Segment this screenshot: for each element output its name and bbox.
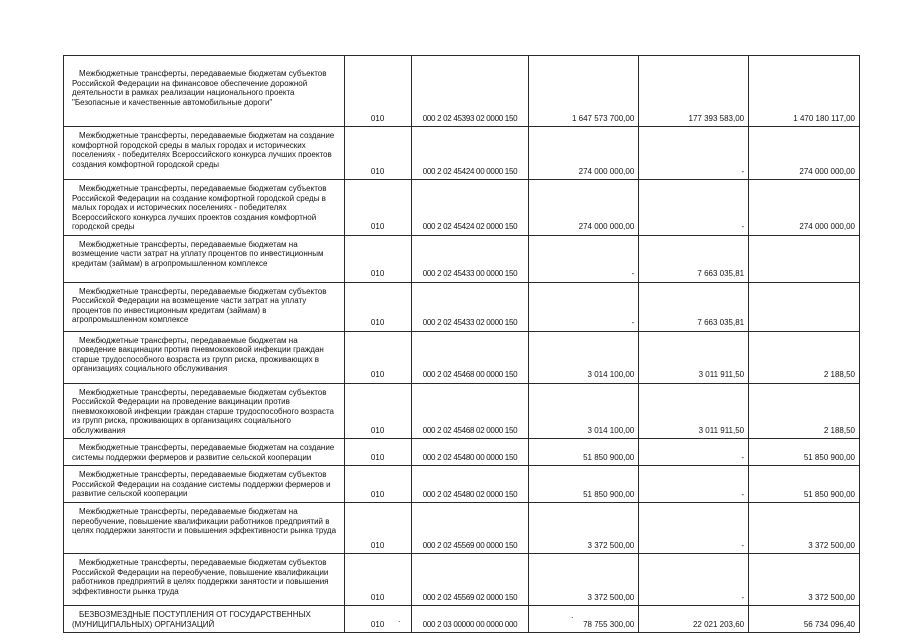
scan-speck-left: .	[398, 614, 401, 624]
row-unexecuted-amount: 51 850 900,00	[803, 489, 855, 499]
row-line-code: 010	[345, 56, 412, 126]
row-line-code: 010	[345, 606, 412, 632]
row-unexecuted-amount: 2 188,50	[823, 425, 855, 435]
table-row	[64, 554, 859, 606]
table-row	[64, 56, 859, 127]
row-classification-code: 000 2 02 45393 02 0000 150	[412, 56, 530, 126]
table-row	[64, 283, 859, 332]
row-description: Межбюджетные трансферты, передаваемые бюджетам на переобучение, повышение квалификации работников предприятий в целях поддержки занятости и повышения эффективности рынка труда	[64, 503, 345, 553]
row-executed-amount: -	[639, 439, 749, 465]
row-classification-code: 000 2 02 45424 00 0000 150	[412, 127, 530, 179]
row-unexecuted-amount: 51 850 900,00	[803, 452, 855, 462]
row-description: Межбюджетные трансферты, передаваемые бюджетам на создание комфортной городской среды в малых городах и исторических поселениях - победителях Всероссийского конкурса лучших проектов создания комфортной городской среды	[64, 127, 345, 179]
row-description: Межбюджетные трансферты, передаваемые бюджетам на создание системы поддержки фермеров и развитие сельской кооперации	[64, 439, 345, 465]
row-line-code: 010	[345, 439, 412, 465]
table-row	[64, 503, 859, 554]
row-description: Межбюджетные трансферты, передаваемые бюджетам субъектов Российской Федерации на проведение вакцинации против пневмококковой инфекции граждан старше трудоспособного возраста из групп риска, проживающих в организациях социального обслуживания	[64, 384, 345, 439]
row-classification-code: 000 2 02 45433 00 0000 150	[412, 236, 530, 282]
row-executed-amount: 7 663 035,81	[639, 283, 749, 331]
row-approved-amount: 78 755 300,00	[529, 606, 639, 632]
row-executed-amount: 3 011 911,50	[639, 384, 749, 439]
row-classification-code: 000 2 02 45424 02 0000 150	[412, 180, 530, 235]
row-description: Межбюджетные трансферты, передаваемые бюджетам субъектов Российской Федерации на создание системы поддержки фермеров и развитие сельской кооперации	[64, 466, 345, 502]
row-line-code: 010	[345, 127, 412, 179]
row-classification-code: 000 2 03 00000 00 0000 000	[412, 606, 530, 632]
row-classification-code: 000 2 02 45569 02 0000 150	[412, 554, 530, 605]
row-description: Межбюджетные трансферты, передаваемые бюджетам на проведение вакцинации против пневмококковой инфекции граждан старше трудоспособного возраста из групп риска, проживающих в организациях социального обслуживания	[64, 332, 345, 383]
row-unexecuted-amount: 3 372 500,00	[808, 592, 855, 602]
row-description: Межбюджетные трансферты, передаваемые бюджетам субъектов Российской Федерации на финансовое обеспечение дорожной деятельности в рамках реализации национального проекта "Безопасные и качественные автомобильные дороги"	[64, 56, 345, 126]
row-executed-amount: -	[639, 127, 749, 179]
table-row	[64, 332, 859, 384]
row-unexecuted-amount: 274 000 000,00	[799, 222, 855, 231]
row-line-code: 010	[345, 384, 412, 439]
row-approved-amount: 3 372 500,00	[529, 554, 639, 605]
table-row	[64, 236, 859, 283]
row-approved-amount: 3 014 100,00	[529, 332, 639, 383]
row-approved-amount: 274 000 000,00	[529, 127, 639, 179]
row-executed-amount: 177 393 583,00	[639, 56, 749, 126]
row-line-code: 010	[345, 180, 412, 235]
row-approved-amount: -	[529, 236, 639, 282]
row-approved-amount: 3 014 100,00	[529, 384, 639, 439]
row-unexecuted-amount	[749, 283, 859, 331]
row-line-code: 010	[345, 332, 412, 383]
row-approved-amount: 51 850 900,00	[529, 466, 639, 502]
scan-speck-right: .	[571, 610, 574, 620]
row-unexecuted-amount: 274 000 000,00	[799, 166, 855, 176]
table-row	[64, 606, 859, 632]
row-executed-amount: -	[639, 180, 749, 235]
row-approved-amount: -	[529, 283, 639, 331]
row-classification-code: 000 2 02 45480 00 0000 150	[412, 439, 530, 465]
row-approved-amount: 51 850 900,00	[529, 439, 639, 465]
row-unexecuted-amount: 3 372 500,00	[808, 540, 855, 550]
row-executed-amount: 3 011 911,50	[639, 332, 749, 383]
table-row	[64, 127, 859, 180]
row-description: Межбюджетные трансферты, передаваемые бюджетам субъектов Российской Федерации на создание комфортной городской среды в малых городах и исторических поселениях - победителях Всероссийского конкурса лучших проектов создания комфортной городской среды	[64, 180, 345, 235]
row-unexecuted-amount	[749, 236, 859, 282]
row-executed-amount: -	[639, 466, 749, 502]
row-line-code: 010	[345, 236, 412, 282]
row-classification-code: 000 2 02 45480 02 0000 150	[412, 466, 530, 502]
budget-table-body	[64, 56, 859, 632]
row-executed-amount: 7 663 035,81	[639, 236, 749, 282]
row-unexecuted-amount: 1 470 180 117,00	[793, 113, 855, 123]
row-approved-amount: 1 647 573 700,00	[529, 56, 639, 126]
row-line-code: 010	[345, 503, 412, 553]
row-unexecuted-amount: 56 734 096,40	[803, 619, 855, 629]
row-approved-amount: 274 000 000,00	[529, 180, 639, 235]
row-description: Межбюджетные трансферты, передаваемые бюджетам субъектов Российской Федерации на возмещение части затрат на уплату процентов по инвестиционным кредитам (займам) в агропромышленном комплексе	[64, 283, 345, 331]
row-executed-amount: -	[639, 503, 749, 553]
row-description: Межбюджетные трансферты, передаваемые бюджетам субъектов Российской Федерации на переобучение, повышение квалификации работников предприятий в целях поддержки занятости и повышения эффективности рынка труда	[64, 554, 345, 605]
row-unexecuted-amount: 2 188,50	[823, 370, 855, 379]
row-classification-code: 000 2 02 45468 02 0000 150	[412, 384, 530, 439]
budget-execution-table	[63, 55, 860, 633]
row-line-code: 010	[345, 554, 412, 605]
table-row	[64, 384, 859, 440]
row-classification-code: 000 2 02 45433 02 0000 150	[412, 283, 530, 331]
row-executed-amount: 22 021 203,60	[639, 606, 749, 632]
table-row	[64, 439, 859, 466]
row-executed-amount: -	[639, 554, 749, 605]
row-line-code: 010	[345, 283, 412, 331]
row-classification-code: 000 2 02 45468 00 0000 150	[412, 332, 530, 383]
row-approved-amount: 3 372 500,00	[529, 503, 639, 553]
row-classification-code: 000 2 02 45569 00 0000 150	[412, 503, 530, 553]
row-line-code: 010	[345, 466, 412, 502]
row-description: БЕЗВОЗМЕЗДНЫЕ ПОСТУПЛЕНИЯ ОТ ГОСУДАРСТВЕННЫХ (МУНИЦИПАЛЬНЫХ) ОРГАНИЗАЦИЙ	[64, 606, 345, 632]
row-description: Межбюджетные трансферты, передаваемые бюджетам на возмещение части затрат на уплату процентов по инвестиционным кредитам (займам) в агропромышленном комплексе	[64, 236, 345, 282]
table-row	[64, 180, 859, 236]
table-row	[64, 466, 859, 503]
